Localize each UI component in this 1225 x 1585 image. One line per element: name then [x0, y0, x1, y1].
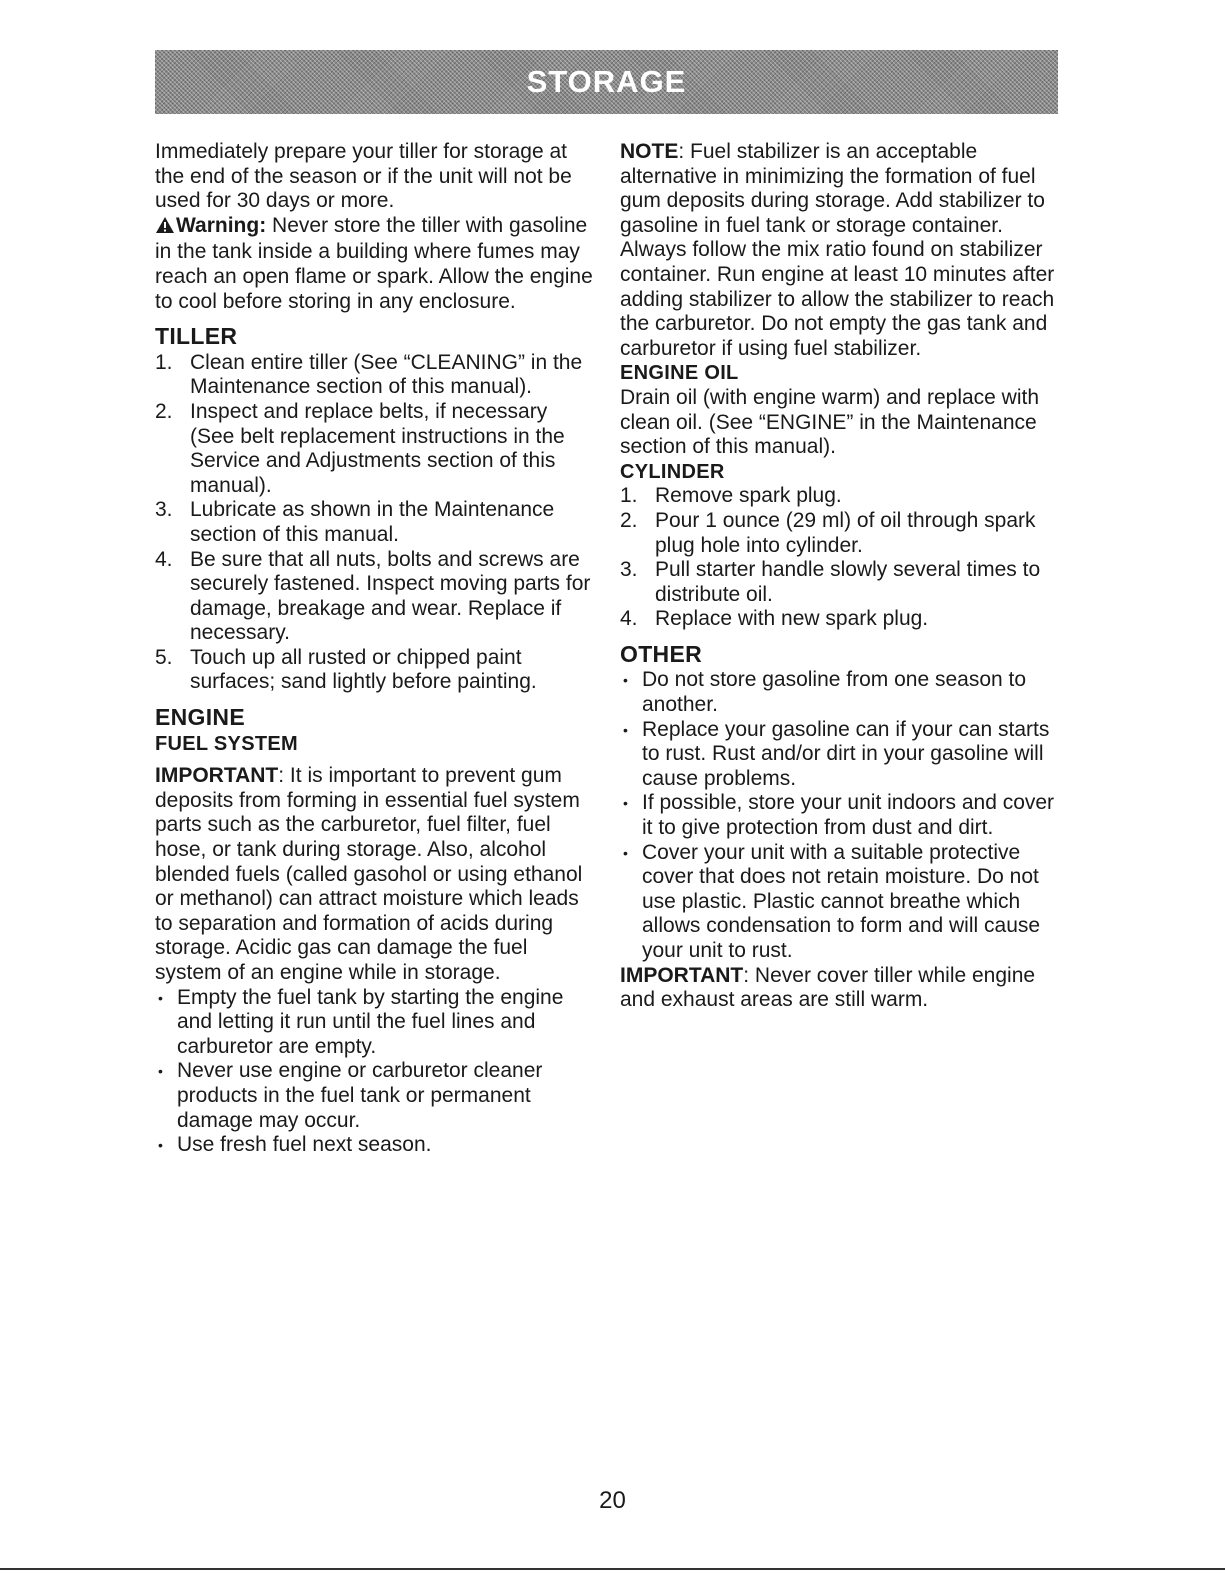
- list-item: • Replace your gasoline can if your can starts to rust. Rust and/or dirt in your gasoline will cause problems.: [623, 717, 1050, 790]
- important-paragraph: [620, 964, 1065, 1013]
- bullet-icon: •: [623, 721, 628, 738]
- tiller-steps: [155, 351, 595, 695]
- bullet-icon: •: [623, 672, 628, 689]
- list-item: 5. Touch up all rusted or chipped paint surfaces; sand lightly before painting.: [155, 645, 537, 694]
- tiller-heading: TILLER: [155, 323, 238, 350]
- list-item: 3. Pull starter handle slowly several times to distribute oil.: [620, 558, 1041, 606]
- fuel-bullets: [155, 986, 595, 1158]
- bullet-icon: •: [158, 1137, 163, 1154]
- engine-oil-heading: ENGINE OIL: [620, 362, 739, 385]
- bullet-icon: •: [623, 795, 628, 812]
- important-paragraph: [155, 764, 595, 985]
- list-item: 2. Pour 1 ounce (29 ml) of oil through spark plug hole into cylinder.: [620, 508, 1036, 557]
- bottom-divider: [0, 1568, 1225, 1570]
- warning-paragraph: [155, 214, 595, 314]
- note-paragraph: [620, 140, 1065, 361]
- list-item: • If possible, store your unit indoors and cover it to give protection from dust and dirt.: [623, 791, 1055, 840]
- note-label: NOTE: [620, 140, 679, 163]
- list-item: • Use fresh fuel next season.: [158, 1133, 432, 1157]
- cylinder-heading: CYLINDER: [620, 460, 725, 483]
- list-item: • Empty the fuel tank by starting the engine and letting it run until the fuel lines and carburetor are empty.: [158, 985, 564, 1058]
- engine-heading: ENGINE: [155, 704, 245, 731]
- bullet-icon: •: [158, 989, 163, 1006]
- warning-label: Warning:: [176, 213, 267, 237]
- engine-oil-paragraph: Drain oil (with engine warm) and replace with clean oil. (See “ENGINE” in the Maintenance section of this manual).: [620, 385, 1040, 459]
- other-bullets: [620, 668, 1065, 963]
- list-item: 2. Inspect and replace belts, if necessary (See belt replacement instructions in the Service and Adjustments section of this manual).: [155, 399, 565, 497]
- list-item: • Do not store gasoline from one season to another.: [623, 668, 1027, 717]
- fuel-system-heading: FUEL SYSTEM: [155, 732, 298, 755]
- important-label: IMPORTANT: [155, 764, 279, 788]
- page-number: 20: [599, 1487, 626, 1514]
- note-text: : Fuel stabilizer is an acceptable alternative in minimizing the formation of fuel gum deposits during storage. Add stabilizer to gasoline in fuel tank or storage container. Always follow the mix ratio found on stabilizer container. Run engine at least 10 minutes after adding stabilizer to allow the stabilizer to reach the carburetor. Do not empty the gas tank and carburetor if using fuel stabilizer.: [620, 140, 1055, 360]
- warning-text: Never store the tiller with gasoline in the tank inside a building where fumes may reach an open flame or spark. Allow the engine to cool before storing in any enclosure.: [155, 213, 593, 313]
- cylinder-steps: [620, 484, 1065, 632]
- list-item: • Never use engine or carburetor cleaner products in the fuel tank or permanent damage may occur.: [158, 1059, 543, 1132]
- list-item: 4. Replace with new spark plug.: [620, 607, 929, 631]
- important-text: : Never cover tiller while engine and exhaust areas are still warm.: [620, 963, 1036, 1012]
- other-heading: OTHER: [620, 640, 702, 667]
- section-title: STORAGE: [526, 64, 687, 99]
- left-column: [155, 140, 595, 1158]
- bullet-icon: •: [623, 844, 628, 861]
- right-column: [620, 140, 1065, 1013]
- section-banner: [155, 50, 1058, 114]
- list-item: 4. Be sure that all nuts, bolts and screws are securely fastened. Inspect moving parts for damage, breakage and wear. Replace if necessary.: [155, 547, 591, 645]
- important-text: : It is important to prevent gum deposits from forming in essential fuel system parts such as the carburetor, fuel filter, fuel hose, or tank during storage. Also, alcohol blended fuels (called gasohol or using ethanol or methanol) can attract moisture which leads to separation and formation of acids during storage. Acidic gas can damage the fuel system of an engine while in storage.: [155, 764, 583, 984]
- bullet-icon: •: [158, 1063, 163, 1080]
- warning-triangle-icon: [155, 216, 175, 241]
- list-item: 1. Clean entire tiller (See “CLEANING” in the Maintenance section of this manual).: [155, 350, 583, 399]
- intro-paragraph: Immediately prepare your tiller for storage at the end of the season or if the unit will not be used for 30 days or more.: [155, 140, 572, 213]
- list-item: • Cover your unit with a suitable protective cover that does not retain moisture. Do not use plastic. Plastic cannot breathe which allows condensation to form and will cause your unit to rust.: [623, 840, 1041, 962]
- list-item: 1. Remove spark plug.: [620, 484, 842, 508]
- list-item: 3. Lubricate as shown in the Maintenance section of this manual.: [155, 498, 555, 546]
- important-label: IMPORTANT: [620, 963, 744, 987]
